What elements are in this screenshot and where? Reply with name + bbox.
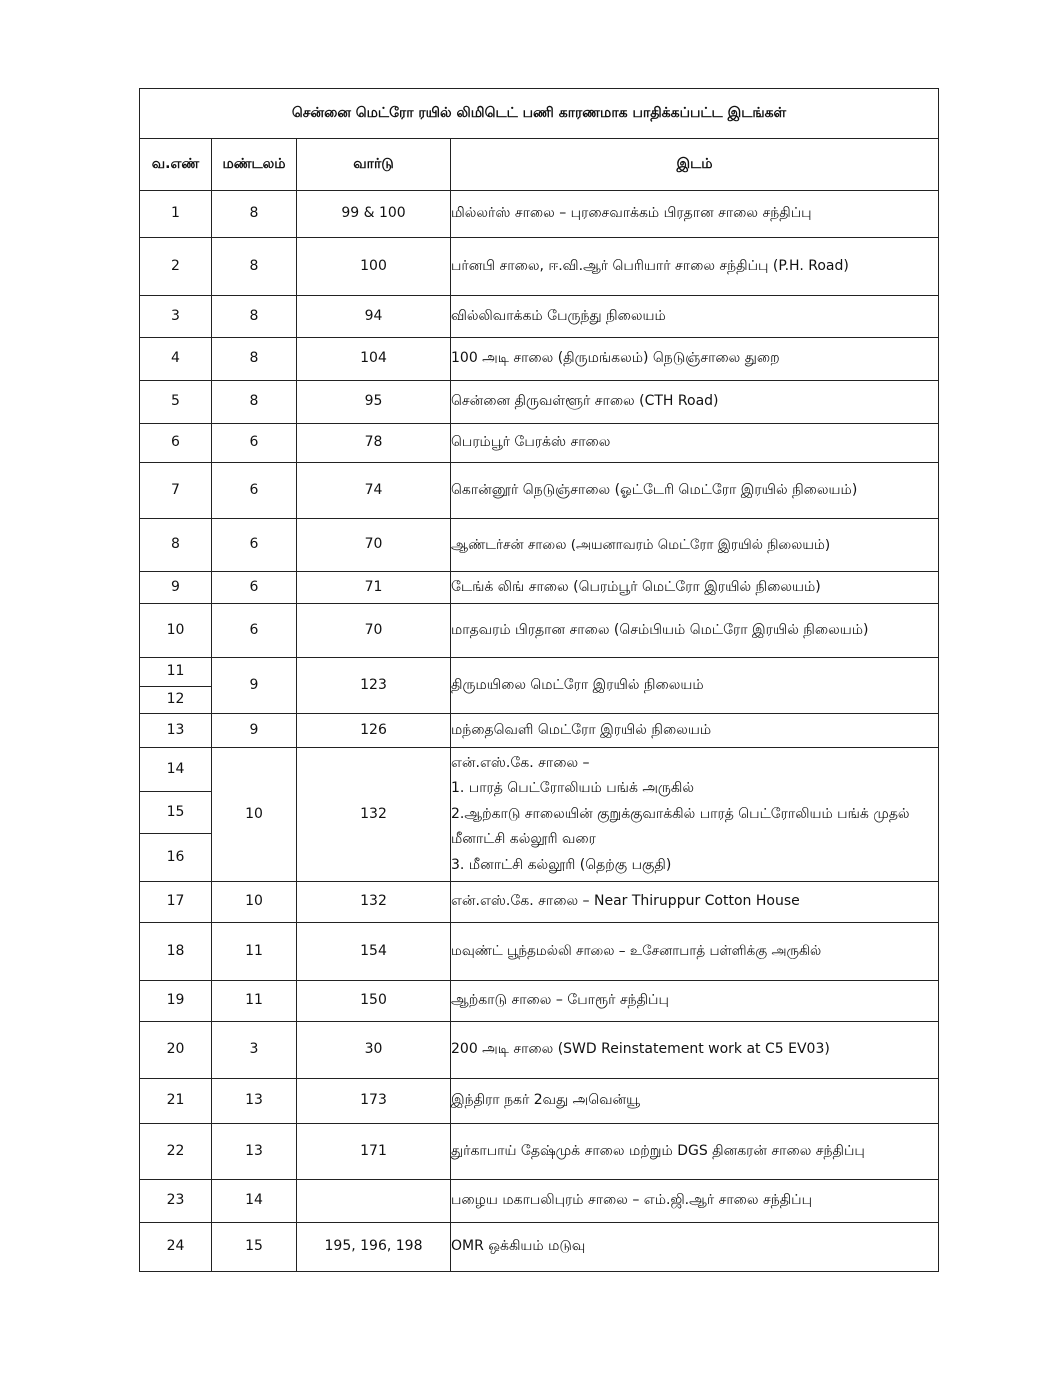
cell-sno: 24 — [140, 1223, 212, 1272]
cell-ward: 150 — [297, 981, 451, 1022]
table-row — [140, 604, 939, 658]
table-row — [140, 424, 939, 463]
cell-zone: 3 — [212, 1022, 297, 1079]
cell-zone: 10 — [212, 748, 297, 882]
table-row — [140, 981, 939, 1022]
cell-ward: 74 — [297, 463, 451, 519]
cell-sno: 23 — [140, 1180, 212, 1223]
place-line: 3. மீனாட்சி கல்லூரி (தெற்கு பகுதி) — [451, 856, 672, 873]
cell-place: ஆற்காடு சாலை – போரூர் சந்திப்பு — [451, 981, 939, 1022]
cell-ward: 171 — [297, 1124, 451, 1180]
cell-sno: 14 — [140, 748, 212, 792]
cell-zone: 13 — [212, 1079, 297, 1124]
cell-place: சென்னை திருவள்ளூர் சாலை (CTH Road) — [451, 381, 939, 424]
table-row — [140, 748, 939, 792]
cell-ward: 70 — [297, 604, 451, 658]
header-place: இடம் — [451, 139, 939, 191]
place-line: என்.எஸ்.கே. சாலை – — [451, 754, 590, 771]
cell-zone: 13 — [212, 1124, 297, 1180]
cell-place: பர்னபி சாலை, ஈ.வி.ஆர் பெரியார் சாலை சந்திப்பு (P.H. Road) — [451, 238, 939, 296]
cell-zone: 9 — [212, 714, 297, 748]
affected-locations-table — [139, 88, 939, 1272]
cell-ward: 126 — [297, 714, 451, 748]
table-row — [140, 1022, 939, 1079]
cell-zone: 6 — [212, 572, 297, 604]
header-sno: வ.எண் — [140, 139, 212, 191]
cell-place: மாதவரம் பிரதான சாலை (செம்பியம் மெட்ரோ இரயில் நிலையம்) — [451, 604, 939, 658]
place-line: 1. பாரத் பெட்ரோலியம் பங்க் அருகில் — [451, 780, 694, 797]
cell-ward: 95 — [297, 381, 451, 424]
cell-zone: 8 — [212, 381, 297, 424]
cell-place: ஆண்டர்சன் சாலை (அயனாவரம் மெட்ரோ இரயில் நிலையம்) — [451, 519, 939, 572]
cell-sno: 12 — [140, 687, 212, 714]
cell-zone: 6 — [212, 424, 297, 463]
header-zone: மண்டலம் — [212, 139, 297, 191]
cell-sno: 7 — [140, 463, 212, 519]
table-row — [140, 238, 939, 296]
cell-place: இந்திரா நகர் 2வது அவென்யூ — [451, 1079, 939, 1124]
cell-ward — [297, 1180, 451, 1223]
cell-place: கொன்னூர் நெடுஞ்சாலை (ஓட்டேரி மெட்ரோ இரயில் நிலையம்) — [451, 463, 939, 519]
cell-place: OMR ஒக்கியம் மடுவு — [451, 1223, 939, 1272]
cell-zone: 11 — [212, 923, 297, 981]
table-row — [140, 1079, 939, 1124]
cell-zone: 8 — [212, 338, 297, 381]
table-row — [140, 1223, 939, 1272]
cell-sno: 13 — [140, 714, 212, 748]
cell-place: துர்காபாய் தேஷ்முக் சாலை மற்றும் DGS தினகரன் சாலை சந்திப்பு — [451, 1124, 939, 1180]
cell-place: 200 அடி சாலை (SWD Reinstatement work at C5 EV03) — [451, 1022, 939, 1079]
cell-sno: 21 — [140, 1079, 212, 1124]
cell-ward: 94 — [297, 296, 451, 338]
table-row — [140, 463, 939, 519]
table-row — [140, 572, 939, 604]
cell-place: மந்தைவெளி மெட்ரோ இரயில் நிலையம் — [451, 714, 939, 748]
cell-place-multiline — [451, 748, 939, 882]
cell-ward: 70 — [297, 519, 451, 572]
cell-place: மில்லர்ஸ் சாலை – புரசைவாக்கம் பிரதான சாலை சந்திப்பு — [451, 191, 939, 238]
cell-sno: 17 — [140, 882, 212, 923]
table-row — [140, 658, 939, 687]
cell-ward: 71 — [297, 572, 451, 604]
cell-sno: 3 — [140, 296, 212, 338]
cell-zone: 8 — [212, 238, 297, 296]
cell-zone: 10 — [212, 882, 297, 923]
cell-ward: 173 — [297, 1079, 451, 1124]
cell-zone: 15 — [212, 1223, 297, 1272]
cell-zone: 6 — [212, 519, 297, 572]
table-row — [140, 1180, 939, 1223]
cell-ward: 30 — [297, 1022, 451, 1079]
table-title: சென்னை மெட்ரோ ரயில் லிமிடெட் பணி காரணமாக பாதிக்கப்பட்ட இடங்கள் — [140, 89, 939, 139]
cell-sno: 6 — [140, 424, 212, 463]
cell-zone: 8 — [212, 191, 297, 238]
cell-sno: 15 — [140, 792, 212, 834]
table-row — [140, 923, 939, 981]
table-row — [140, 191, 939, 238]
cell-sno: 18 — [140, 923, 212, 981]
cell-sno: 9 — [140, 572, 212, 604]
cell-zone: 8 — [212, 296, 297, 338]
cell-ward: 123 — [297, 658, 451, 714]
cell-sno: 8 — [140, 519, 212, 572]
cell-ward: 132 — [297, 748, 451, 882]
table-row — [140, 519, 939, 572]
cell-sno: 16 — [140, 834, 212, 882]
cell-ward: 78 — [297, 424, 451, 463]
table-row — [140, 714, 939, 748]
cell-ward: 104 — [297, 338, 451, 381]
cell-sno: 5 — [140, 381, 212, 424]
cell-sno: 19 — [140, 981, 212, 1022]
cell-place: வில்லிவாக்கம் பேருந்து நிலையம் — [451, 296, 939, 338]
header-ward: வார்டு — [297, 139, 451, 191]
cell-sno: 4 — [140, 338, 212, 381]
cell-ward: 154 — [297, 923, 451, 981]
cell-sno: 20 — [140, 1022, 212, 1079]
cell-place: பெரம்பூர் பேரக்ஸ் சாலை — [451, 424, 939, 463]
table-row — [140, 338, 939, 381]
table-row — [140, 1124, 939, 1180]
cell-ward: 132 — [297, 882, 451, 923]
cell-zone: 11 — [212, 981, 297, 1022]
cell-place: 100 அடி சாலை (திருமங்கலம்) நெடுஞ்சாலை துறை — [451, 338, 939, 381]
cell-place: திருமயிலை மெட்ரோ இரயில் நிலையம் — [451, 658, 939, 714]
cell-ward: 100 — [297, 238, 451, 296]
cell-place: மவுண்ட் பூந்தமல்லி சாலை – உசேனாபாத் பள்ளிக்கு அருகில் — [451, 923, 939, 981]
place-line: 2.ஆற்காடு சாலையின் குறுக்குவாக்கில் பாரத் பெட்ரோலியம் பங்க் முதல் மீனாட்சி கல்லூரி வரை — [451, 805, 910, 848]
cell-sno: 22 — [140, 1124, 212, 1180]
cell-place: பழைய மகாபலிபுரம் சாலை – எம்.ஜி.ஆர் சாலை சந்திப்பு — [451, 1180, 939, 1223]
cell-zone: 14 — [212, 1180, 297, 1223]
cell-sno: 10 — [140, 604, 212, 658]
cell-ward: 195, 196, 198 — [297, 1223, 451, 1272]
cell-zone: 6 — [212, 463, 297, 519]
cell-place: டேங்க் லிங் சாலை (பெரம்பூர் மெட்ரோ இரயில் நிலையம்) — [451, 572, 939, 604]
cell-sno: 2 — [140, 238, 212, 296]
cell-ward: 99 & 100 — [297, 191, 451, 238]
table-row — [140, 296, 939, 338]
cell-zone: 9 — [212, 658, 297, 714]
cell-sno: 1 — [140, 191, 212, 238]
table-row — [140, 882, 939, 923]
cell-place: என்.எஸ்.கே. சாலை – Near Thiruppur Cotton House — [451, 882, 939, 923]
cell-sno: 11 — [140, 658, 212, 687]
cell-zone: 6 — [212, 604, 297, 658]
table-row — [140, 381, 939, 424]
